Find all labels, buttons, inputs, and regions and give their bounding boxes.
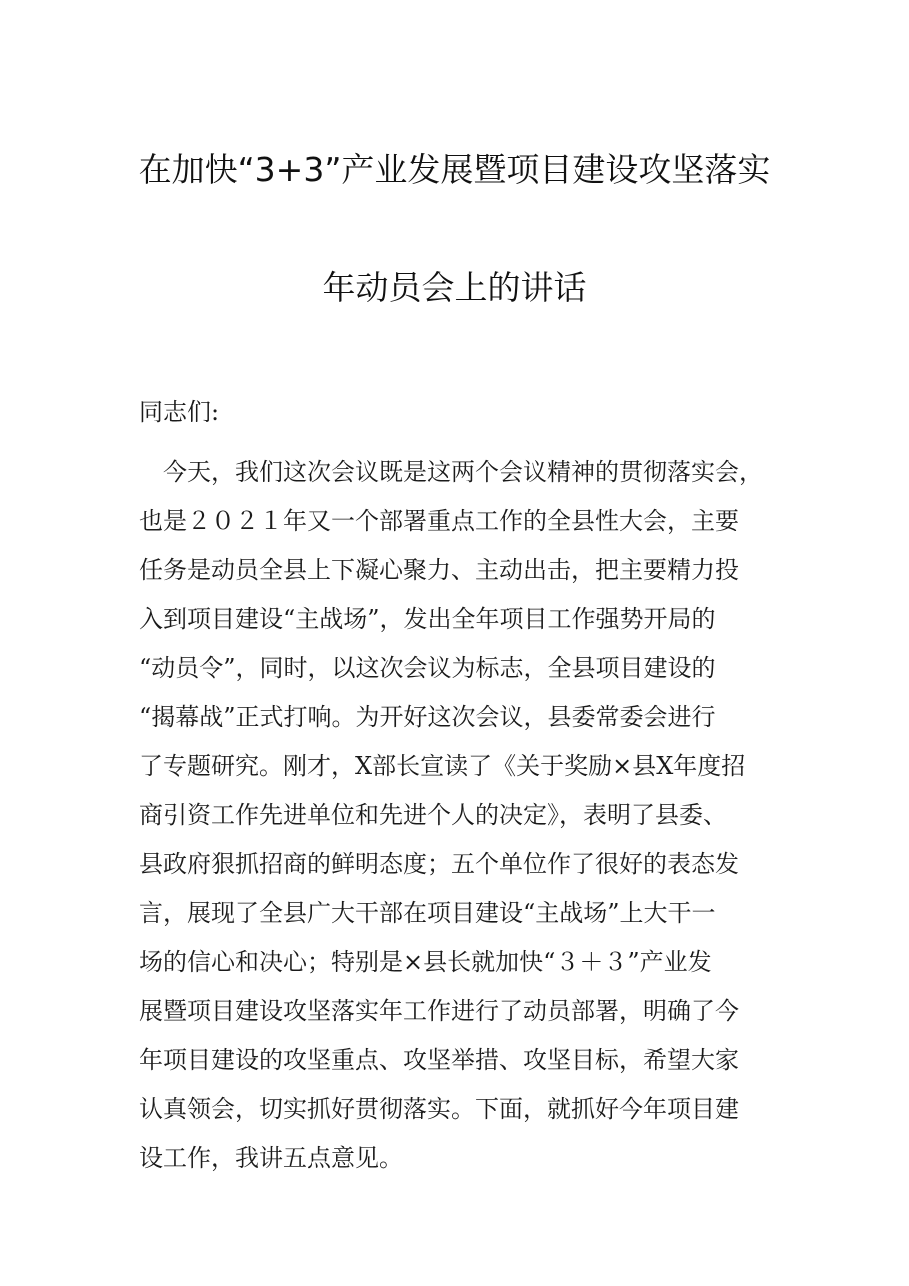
paragraph-line: “动员令”，同时，以这次会议为标志，全县项目建设的 (139, 654, 716, 682)
salutation: 同志们: (139, 398, 220, 426)
paragraph-line: 任务是动员全县上下凝心聚力、主动出击，把主要精力投 (139, 556, 739, 584)
document-title-line-2: 年动员会上的讲话 (322, 268, 587, 307)
paragraph-line: 商引资工作先进单位和先进个人的决定》，表明了县委、 (139, 801, 727, 829)
paragraph-line: 认真领会，切实抓好贯彻落实。下面，就抓好今年项目建 (139, 1095, 739, 1123)
paragraph-line: “揭幕战”正式打响。为开好这次会议，县委常委会进行 (139, 703, 716, 731)
paragraph-line: 言，展现了全县广大干部在项目建设“主战场”上大干一 (139, 899, 716, 927)
paragraph-line: 展暨项目建设攻坚落实年工作进行了动员部署，明确了今 (139, 997, 739, 1025)
paragraph-line: 入到项目建设“主战场”，发出全年项目工作强势开局的 (139, 605, 716, 633)
paragraph-line: 也是２０２１年又一个部署重点工作的全县性大会，主要 (139, 507, 739, 535)
paragraph-line: 今天，我们这次会议既是这两个会议精神的贯彻落实会， (139, 458, 763, 486)
paragraph-line: 场的信心和决心；特别是×县长就加快“３＋３”产业发 (139, 948, 712, 976)
paragraph-line: 年项目建设的攻坚重点、攻坚举措、攻坚目标，希望大家 (139, 1046, 739, 1074)
paragraph-line: 县政府狠抓招商的鲜明态度；五个单位作了很好的表态发 (139, 850, 739, 878)
document-title-line-1: 在加快“3+3”产业发展暨项目建设攻坚落实 (138, 150, 771, 189)
paragraph-line: 设工作，我讲五点意见。 (139, 1144, 403, 1172)
paragraph-line: 了专题研究。刚才，X部长宣读了《关于奖励×县X年度招 (139, 752, 746, 780)
